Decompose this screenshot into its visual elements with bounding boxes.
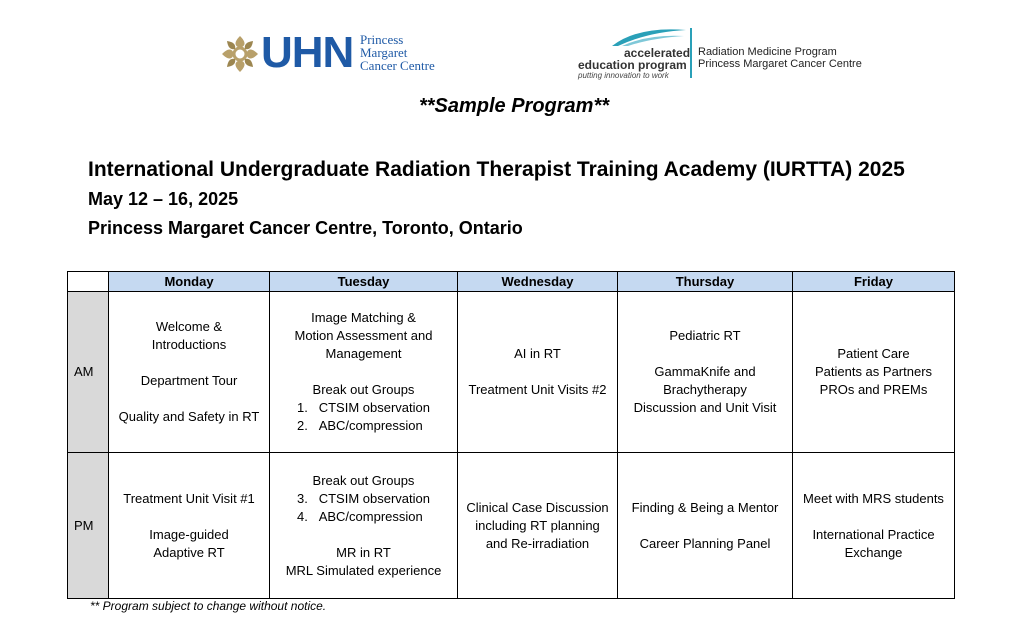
am-wednesday-cell xyxy=(458,292,618,453)
cell-line: Welcome & xyxy=(155,319,223,334)
uhn-wordmark: UHN xyxy=(261,28,354,77)
aep-program-line: Radiation Medicine Program xyxy=(698,46,837,58)
cell-line: International Practice xyxy=(812,526,935,542)
aep-program-name xyxy=(698,46,862,70)
cell-spacer xyxy=(109,508,269,526)
cell-line: Meet with MRS students xyxy=(803,490,944,506)
aep-logo xyxy=(578,26,862,80)
aep-swoosh-icon xyxy=(608,26,688,48)
pm-tuesday-cell xyxy=(270,453,458,599)
cell-spacer xyxy=(270,363,457,381)
header-row xyxy=(68,272,955,292)
aep-line: education program xyxy=(578,58,687,72)
corner-cell xyxy=(68,272,109,292)
cell-line: Finding & Being a Mentor xyxy=(631,499,779,515)
uhn-logo xyxy=(221,30,443,76)
cell-line: PROs and PREMs xyxy=(819,382,928,397)
am-friday-cell xyxy=(793,292,955,453)
cell-spacer xyxy=(270,526,457,544)
cell-line: MR in RT xyxy=(336,544,391,560)
uhn-flower-icon xyxy=(221,34,259,74)
cell-line: Treatment Unit Visits #2 xyxy=(468,382,607,397)
list-number: 4. xyxy=(297,508,308,524)
cell-line: Image-guided xyxy=(149,526,229,542)
day-header-thursday: Thursday xyxy=(618,272,793,292)
am-tuesday-cell xyxy=(270,292,458,453)
cell-line: Image Matching & xyxy=(311,310,416,325)
cell-line: Quality and Safety in RT xyxy=(118,409,260,424)
cell-line: GammaKnife and xyxy=(654,364,756,379)
am-row xyxy=(68,292,955,453)
list-item xyxy=(297,417,430,435)
cell-line: Management xyxy=(325,346,402,361)
day-header-wednesday: Wednesday xyxy=(458,272,618,292)
sample-program-label: **Sample Program** xyxy=(418,95,610,117)
cell-line: Patient Care xyxy=(837,346,910,361)
aep-divider xyxy=(690,28,692,78)
cell-line: Clinical Case Discussion xyxy=(466,499,609,515)
program-location: Princess Margaret Cancer Centre, Toronto, Ontario xyxy=(88,218,523,238)
breakout-list xyxy=(297,490,430,526)
cell-spacer xyxy=(618,345,792,363)
cell-line: Adaptive RT xyxy=(153,544,225,560)
cell-line: Career Planning Panel xyxy=(639,535,771,551)
pm-thursday-cell xyxy=(618,453,793,599)
cell-spacer xyxy=(109,390,269,408)
program-dates: May 12 – 16, 2025 xyxy=(88,189,239,209)
pm-wednesday-cell xyxy=(458,453,618,599)
list-text: ABC/compression xyxy=(318,418,423,433)
aep-line: accelerated xyxy=(624,46,691,60)
cell-spacer xyxy=(109,354,269,372)
cell-line: MRL Simulated experience xyxy=(285,562,442,578)
am-thursday-cell xyxy=(618,292,793,453)
list-text: CTSIM observation xyxy=(318,490,430,506)
pm-monday-cell xyxy=(109,453,270,599)
pm-label: PM xyxy=(68,453,109,599)
day-header-friday: Friday xyxy=(793,272,955,292)
list-number: 1. xyxy=(297,400,308,415)
cell-line: including RT planning xyxy=(475,517,600,533)
cell-line: Department Tour xyxy=(140,373,238,388)
pm-friday-cell xyxy=(793,453,955,599)
list-item xyxy=(297,399,430,417)
cell-line: Treatment Unit Visit #1 xyxy=(123,490,255,506)
cell-spacer xyxy=(458,363,617,381)
page-title: International Undergraduate Radiation Therapist Training Academy (IURTTA) 2025 xyxy=(88,158,905,181)
cell-line: AI in RT xyxy=(514,346,561,361)
cell-line: Patients as Partners xyxy=(814,364,933,379)
cell-spacer xyxy=(618,517,792,535)
day-header-monday: Monday xyxy=(109,272,270,292)
cell-line: Break out Groups xyxy=(312,472,415,488)
list-item xyxy=(297,508,430,526)
uhn-subtitle-line: Cancer Centre xyxy=(360,58,435,73)
list-number: 2. xyxy=(297,418,308,433)
cell-line: Motion Assessment and xyxy=(294,328,433,343)
cell-line: Discussion and Unit Visit xyxy=(633,400,777,415)
list-number: 3. xyxy=(297,490,308,506)
schedule-table xyxy=(67,271,955,599)
pm-row xyxy=(68,453,955,599)
uhn-subtitle-line: Margaret xyxy=(360,45,408,60)
day-header-tuesday: Tuesday xyxy=(270,272,458,292)
am-monday-cell xyxy=(109,292,270,453)
am-label: AM xyxy=(68,292,109,453)
footnote: ** Program subject to change without notice. xyxy=(90,599,327,613)
uhn-subtitle xyxy=(360,33,435,72)
cell-line: and Re-irradiation xyxy=(485,535,590,551)
aep-tagline: putting innovation to work xyxy=(578,71,669,80)
list-text: ABC/compression xyxy=(318,508,423,524)
aep-program-line: Princess Margaret Cancer Centre xyxy=(698,58,862,70)
cell-line: Introductions xyxy=(151,337,227,352)
breakout-list xyxy=(297,399,430,435)
list-text: CTSIM observation xyxy=(318,400,430,415)
list-item xyxy=(297,490,430,508)
cell-line: Break out Groups xyxy=(312,382,415,397)
cell-spacer xyxy=(793,508,954,526)
uhn-subtitle-line: Princess xyxy=(360,32,404,47)
cell-line: Pediatric RT xyxy=(669,328,741,343)
cell-line: Brachytherapy xyxy=(663,382,747,397)
cell-line: Exchange xyxy=(844,544,903,560)
